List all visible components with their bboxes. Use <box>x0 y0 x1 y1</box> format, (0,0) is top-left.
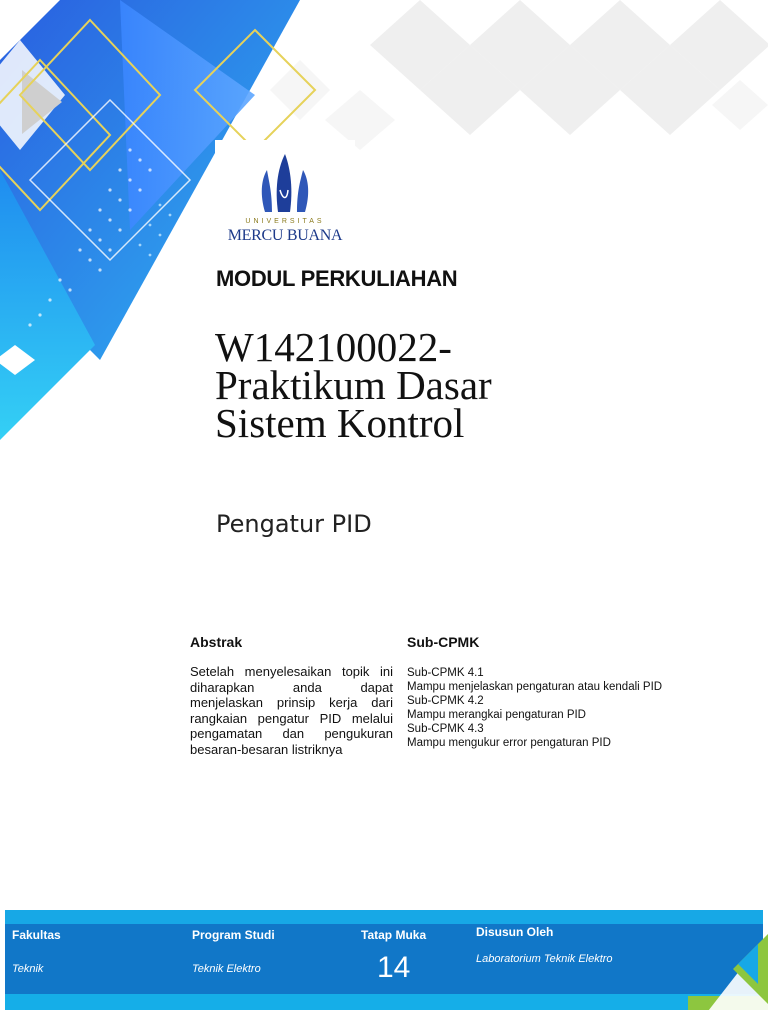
topic-title: Pengatur PID <box>216 510 372 538</box>
logo-tagline: UNIVERSITAS <box>245 218 325 225</box>
author-label: Disusun Oleh <box>476 925 554 939</box>
subcpmk-item: Mampu merangkai pengaturan PID <box>407 709 586 721</box>
module-label: MODUL PERKULIAHAN <box>216 266 458 291</box>
subcpmk-list <box>407 666 705 750</box>
course-title-line: Sistem Kontrol <box>215 400 465 446</box>
abstract-text: Setelah menyelesaikan topik ini diharapkan anda dapat menjelaskan prinsip kerja dari rangkaian pengatur PID melalui pengamatan dan pengukuran besaran-besaran listriknya <box>190 664 393 757</box>
subcpmk-item: Sub-CPMK 4.2 <box>407 695 484 707</box>
flame-logo-icon <box>215 140 355 220</box>
footer-corner-decoration <box>688 924 768 1024</box>
subcpmk-item: Sub-CPMK 4.3 <box>407 723 484 735</box>
author-value: Laboratorium Teknik Elektro <box>476 953 613 965</box>
faculty-label: Fakultas <box>12 928 61 942</box>
study-program-value: Teknik Elektro <box>192 963 261 975</box>
meeting-label: Tatap Muka <box>361 928 427 942</box>
university-logo <box>215 140 355 248</box>
subcpmk-item: Sub-CPMK 4.1 <box>407 667 484 679</box>
faculty-value: Teknik <box>12 963 44 975</box>
subcpmk-item: Mampu menjelaskan pengaturan atau kendali PID <box>407 681 663 693</box>
footer-top-strip <box>5 910 763 924</box>
subcpmk-item: Mampu mengukur error pengaturan PID <box>407 737 611 749</box>
course-title-line: Praktikum Dasar <box>215 362 492 408</box>
abstract-heading: Abstrak <box>190 634 243 650</box>
study-program-label: Program Studi <box>192 928 275 942</box>
meeting-number: 14 <box>377 951 411 984</box>
course-title-line: W142100022- <box>215 324 452 370</box>
subcpmk-heading: Sub-CPMK <box>407 634 480 650</box>
logo-wordmark: MERCU BUANA <box>227 227 343 244</box>
course-title <box>215 324 755 446</box>
footer-bottom-strip <box>5 994 763 1010</box>
